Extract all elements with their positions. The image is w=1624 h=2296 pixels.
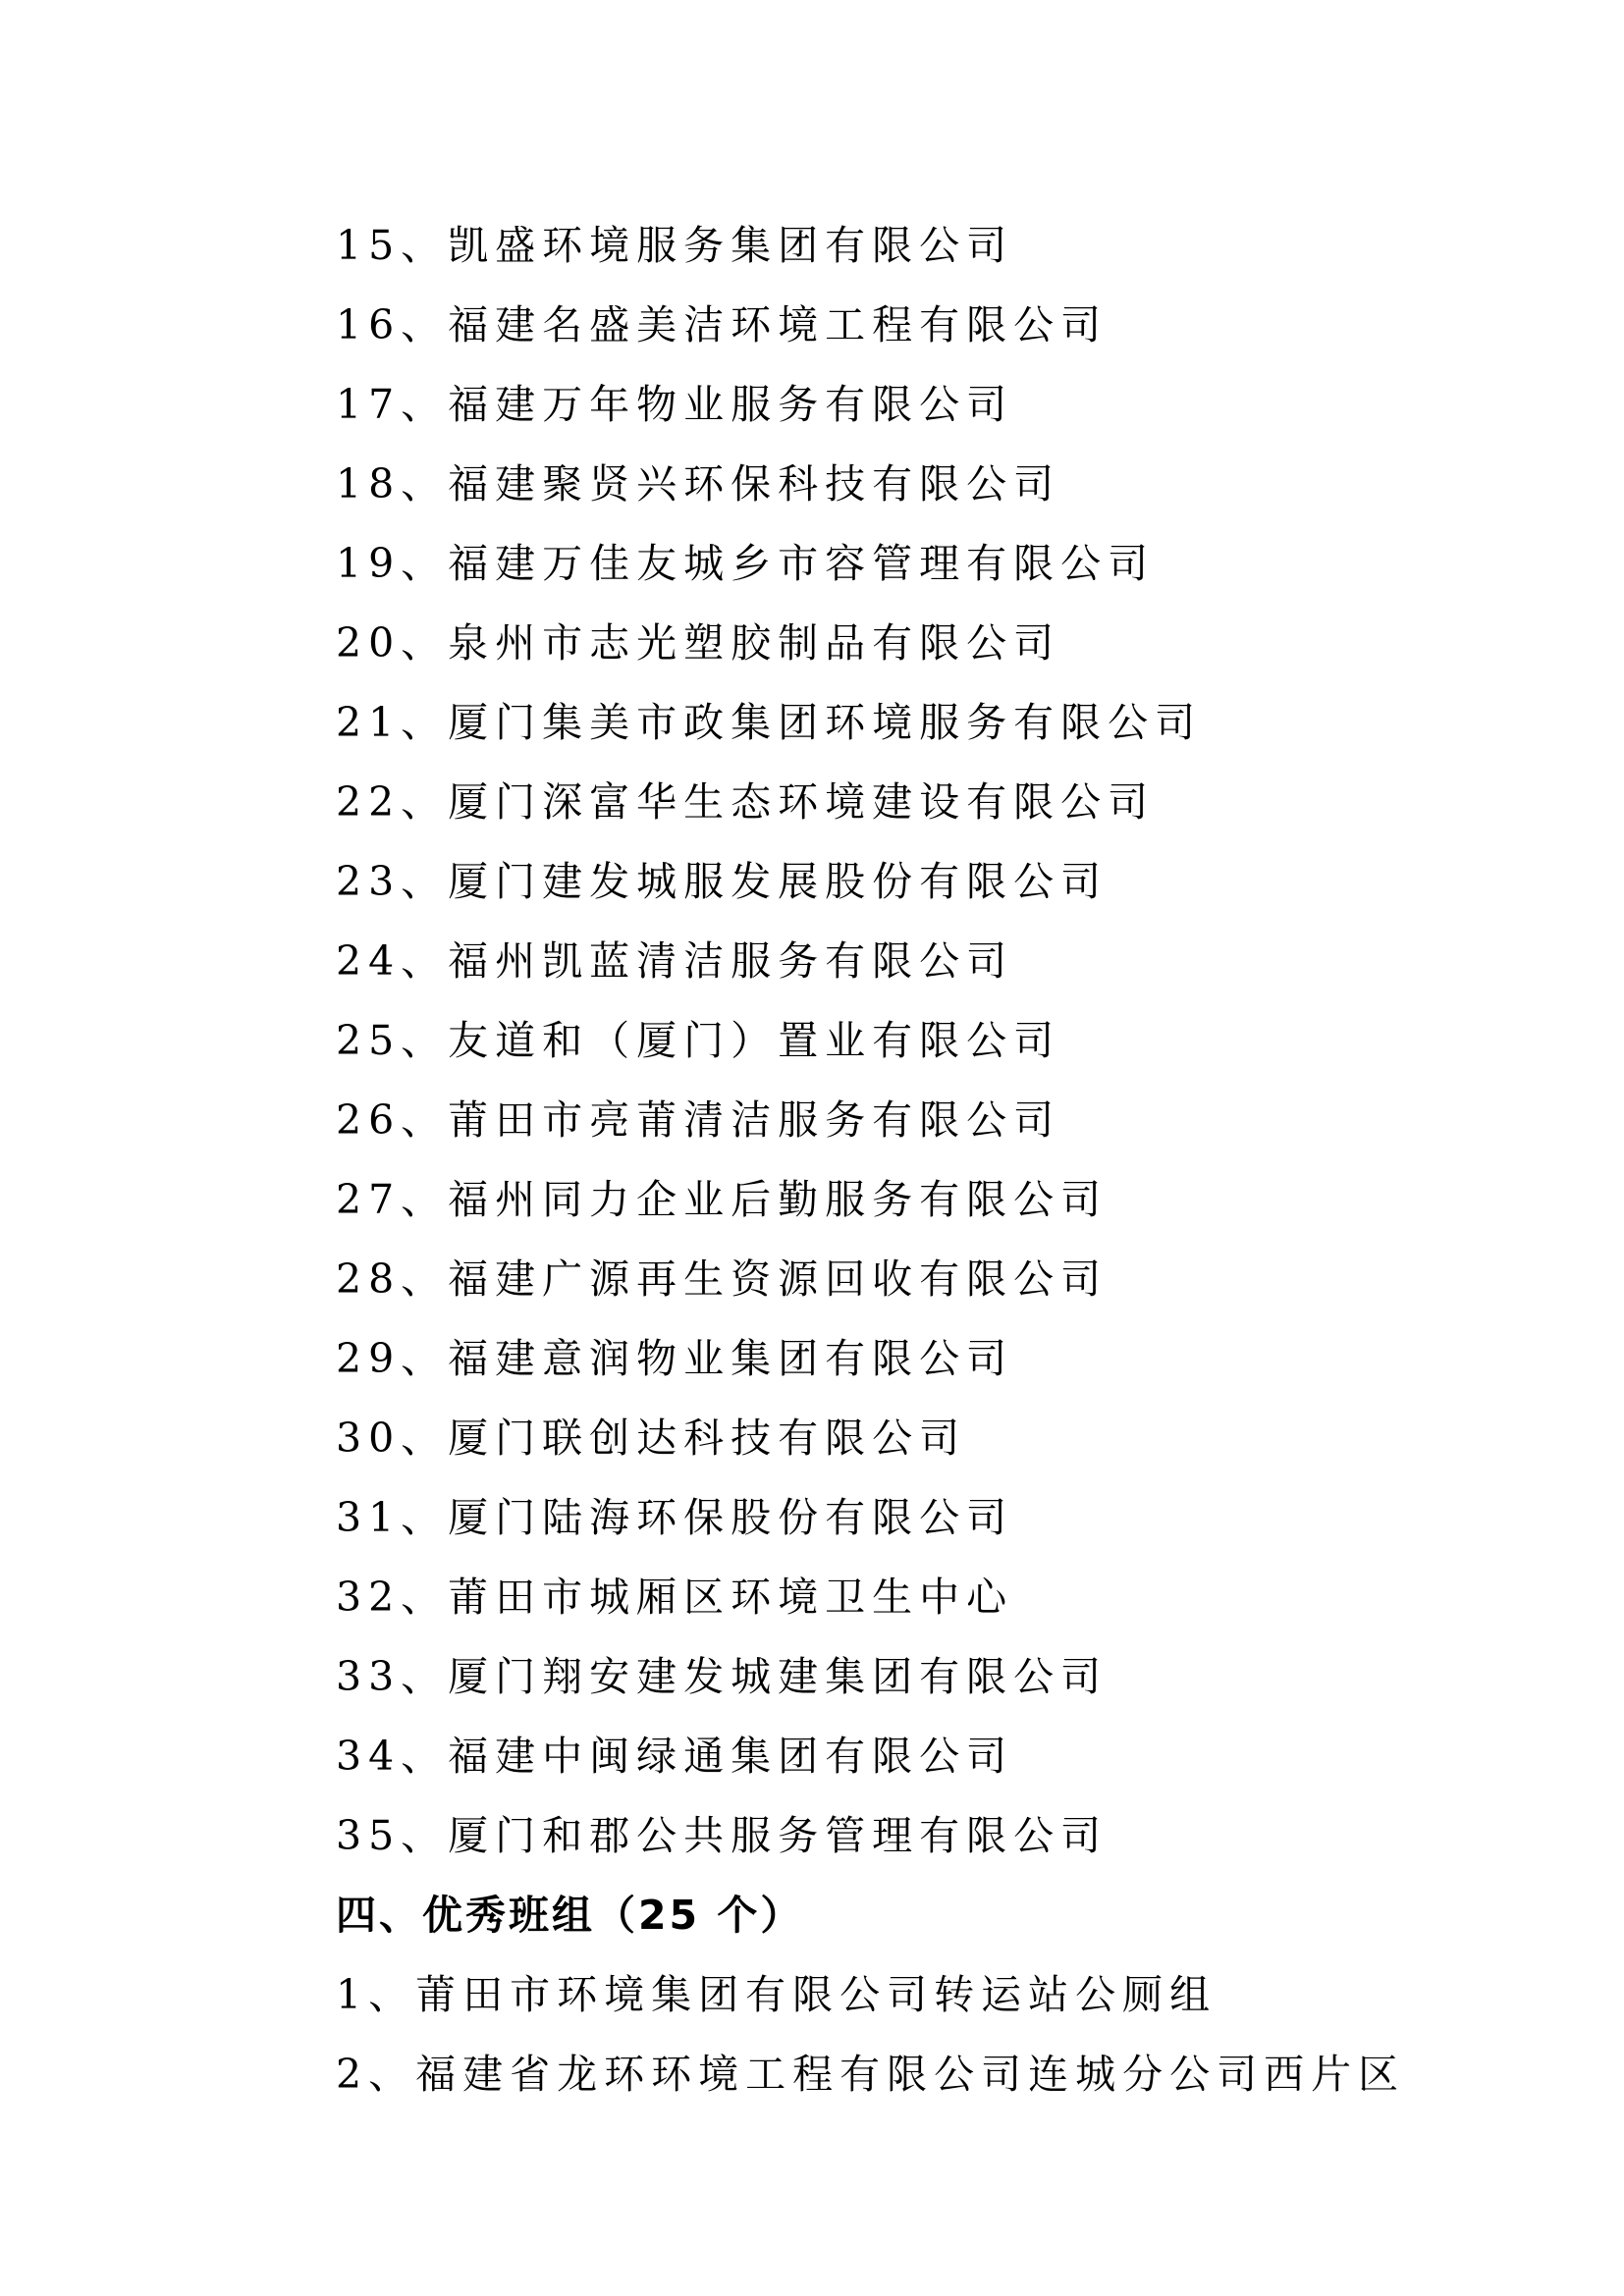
list-item: 18、福建聚贤兴环保科技有限公司	[336, 460, 1061, 507]
award-list	[336, 211, 1465, 2119]
list-item: 19、福建万佳友城乡市容管理有限公司	[336, 540, 1156, 587]
list-item: 23、厦门建发城服发展股份有限公司	[336, 858, 1109, 905]
list-item: 34、福建中闽绿通集团有限公司	[336, 1733, 1014, 1780]
list-item: 32、莆田市城厢区环境卫生中心	[336, 1574, 1014, 1621]
list-item: 25、友道和（厦门）置业有限公司	[336, 1017, 1061, 1064]
list-item: 35、厦门和郡公共服务管理有限公司	[336, 1812, 1109, 1859]
list-item: 21、厦门集美市政集团环境服务有限公司	[336, 699, 1203, 746]
list-item: 30、厦门联创达科技有限公司	[336, 1415, 967, 1462]
list-item: 1、莆田市环境集团有限公司转运站公厕组	[336, 1971, 1218, 2018]
list-item: 15、凯盛环境服务集团有限公司	[336, 222, 1014, 269]
list-item: 33、厦门翔安建发城建集团有限公司	[336, 1653, 1109, 1700]
list-item: 27、福州同力企业后勤服务有限公司	[336, 1176, 1109, 1223]
list-item: 31、厦门陆海环保股份有限公司	[336, 1494, 1014, 1541]
list-item: 29、福建意润物业集团有限公司	[336, 1335, 1014, 1382]
section-heading: 四、优秀班组（25 个）	[336, 1892, 804, 1939]
list-item: 17、福建万年物业服务有限公司	[336, 381, 1014, 428]
list-item: 22、厦门深富华生态环境建设有限公司	[336, 778, 1156, 826]
list-item: 20、泉州市志光塑胶制品有限公司	[336, 619, 1061, 667]
list-item: 2、福建省龙环环境工程有限公司连城分公司西片区	[336, 2051, 1406, 2098]
list-item: 26、莆田市亮莆清洁服务有限公司	[336, 1096, 1061, 1144]
list-item: 16、福建名盛美洁环境工程有限公司	[336, 301, 1109, 348]
list-item: 28、福建广源再生资源回收有限公司	[336, 1255, 1109, 1303]
list-item: 24、福州凯蓝清洁服务有限公司	[336, 937, 1014, 985]
